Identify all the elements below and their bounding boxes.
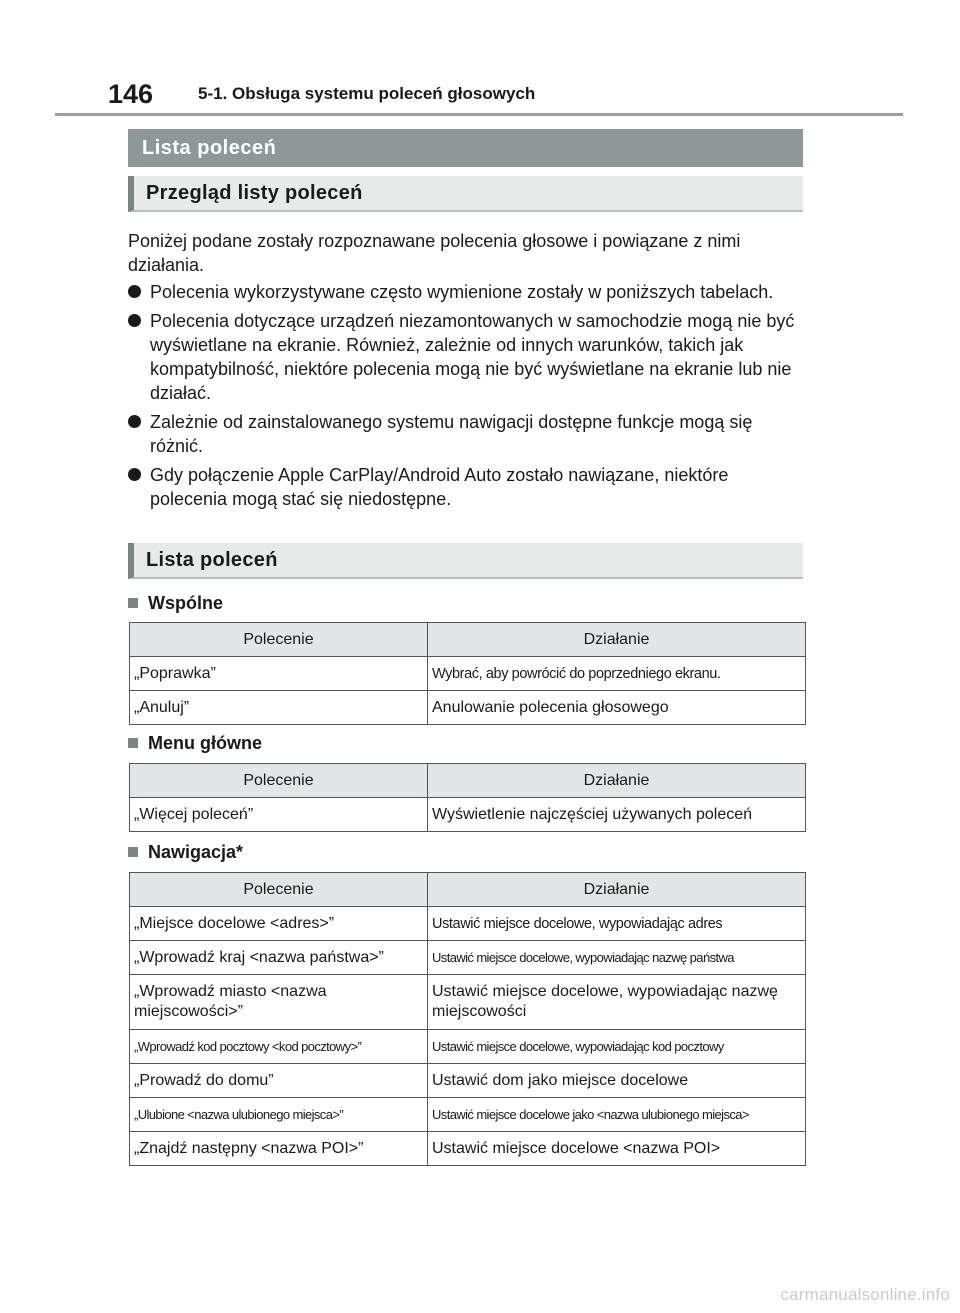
action-cell: Ustawić miejsce docelowe, wypowiadając nazwę miejscowości — [428, 975, 806, 1030]
subhead-common-title: Wspólne — [148, 593, 223, 613]
bullet-text: Zależnie od zainstalowanego systemu nawigacji dostępne funkcje mogą się różnić. — [150, 412, 753, 456]
command-cell: „Więcej poleceń” — [130, 798, 428, 832]
header-rule — [55, 113, 903, 116]
action-cell: Ustawić miejsce docelowe, wypowiadając nazwę państwa — [428, 941, 806, 975]
table-row — [130, 798, 806, 832]
column-header-command: Polecenie — [130, 764, 428, 798]
command-cell: „Anuluj” — [130, 691, 428, 725]
action-cell: Ustawić miejsce docelowe jako <nazwa ulubionego miejsca> — [428, 1098, 806, 1132]
subhead-main-menu — [128, 733, 262, 754]
command-cell: „Poprawka” — [130, 657, 428, 691]
subhead-navigation-title: Nawigacja* — [148, 842, 244, 862]
action-cell: Ustawić dom jako miejsce docelowe — [428, 1064, 806, 1098]
navigation-commands-table — [129, 872, 806, 1166]
page-number: 146 — [108, 79, 154, 109]
bullet-list — [128, 280, 808, 516]
chapter-band — [128, 129, 803, 167]
table-header-row — [130, 873, 806, 907]
intro-paragraph: Poniżej podane zostały rozpoznawane polecenia głosowe i powiązane z nimi działania. — [128, 231, 741, 275]
bullet-dot-icon — [128, 314, 141, 327]
table-row — [130, 1132, 806, 1166]
square-bullet-icon — [128, 598, 138, 608]
column-header-action: Działanie — [428, 873, 806, 907]
command-cell: „Wprowadź miasto <nazwa miejscowości>” — [130, 975, 428, 1030]
watermark: carmanualsonline.info — [780, 1285, 950, 1304]
chapter-band-title: Lista poleceń — [142, 137, 277, 159]
column-header-command: Polecenie — [130, 873, 428, 907]
table-row — [130, 1098, 806, 1132]
section-title: 5-1. Obsługa systemu poleceń głosowych — [198, 84, 536, 103]
command-list-band-title: Lista poleceń — [146, 549, 278, 571]
command-cell: „Prowadź do domu” — [130, 1064, 428, 1098]
main-menu-commands-table — [129, 763, 806, 832]
table-row — [130, 941, 806, 975]
bullet-item — [128, 309, 808, 405]
bullet-item — [128, 410, 808, 458]
action-cell: Wybrać, aby powrócić do poprzedniego ekranu. — [428, 657, 806, 691]
common-commands-table — [129, 622, 806, 725]
action-cell: Anulowanie polecenia głosowego — [428, 691, 806, 725]
subhead-navigation — [128, 842, 243, 863]
table-header-row — [130, 623, 806, 657]
square-bullet-icon — [128, 847, 138, 857]
page-header — [108, 78, 903, 114]
command-cell: „Znajdź następny <nazwa POI>” — [130, 1132, 428, 1166]
table-row — [130, 975, 806, 1030]
action-cell: Ustawić miejsce docelowe, wypowiadając kod pocztowy — [428, 1030, 806, 1064]
square-bullet-icon — [128, 738, 138, 748]
command-cell: „Ulubione <nazwa ulubionego miejsca>” — [130, 1098, 428, 1132]
bullet-dot-icon — [128, 285, 141, 298]
action-cell: Wyświetlenie najczęściej używanych poleceń — [428, 798, 806, 832]
overview-band — [128, 176, 803, 212]
bullet-dot-icon — [128, 468, 141, 481]
column-header-action: Działanie — [428, 623, 806, 657]
table-row — [130, 1030, 806, 1064]
command-list-band — [128, 543, 803, 579]
table-row — [130, 657, 806, 691]
bullet-dot-icon — [128, 415, 141, 428]
table-header-row — [130, 764, 806, 798]
column-header-command: Polecenie — [130, 623, 428, 657]
command-cell: „Wprowadź kod pocztowy <kod pocztowy>” — [130, 1030, 428, 1064]
bullet-item — [128, 280, 808, 304]
subhead-common — [128, 593, 223, 614]
subhead-main-menu-title: Menu główne — [148, 733, 262, 753]
bullet-item — [128, 463, 808, 511]
overview-band-title: Przegląd listy poleceń — [146, 182, 363, 204]
command-cell: „Miejsce docelowe <adres>” — [130, 907, 428, 941]
command-cell: „Wprowadź kraj <nazwa państwa>” — [130, 941, 428, 975]
action-cell: Ustawić miejsce docelowe, wypowiadając adres — [428, 907, 806, 941]
column-header-action: Działanie — [428, 764, 806, 798]
bullet-text: Polecenia wykorzystywane często wymienione zostały w poniższych tabelach. — [150, 282, 774, 302]
table-row — [130, 907, 806, 941]
table-row — [130, 691, 806, 725]
action-cell: Ustawić miejsce docelowe <nazwa POI> — [428, 1132, 806, 1166]
table-row — [130, 1064, 806, 1098]
bullet-text: Gdy połączenie Apple CarPlay/Android Auto zostało nawiązane, niektóre polecenia mogą stać się niedostępne. — [150, 465, 729, 509]
bullet-text: Polecenia dotyczące urządzeń niezamontowanych w samochodzie mogą nie być wyświetlane na ekranie. Również, zależnie od innych warunków, takich jak kompatybilność, niektóre polecenia mogą nie być wyświetlane na ekranie lub nie działać. — [150, 311, 795, 403]
